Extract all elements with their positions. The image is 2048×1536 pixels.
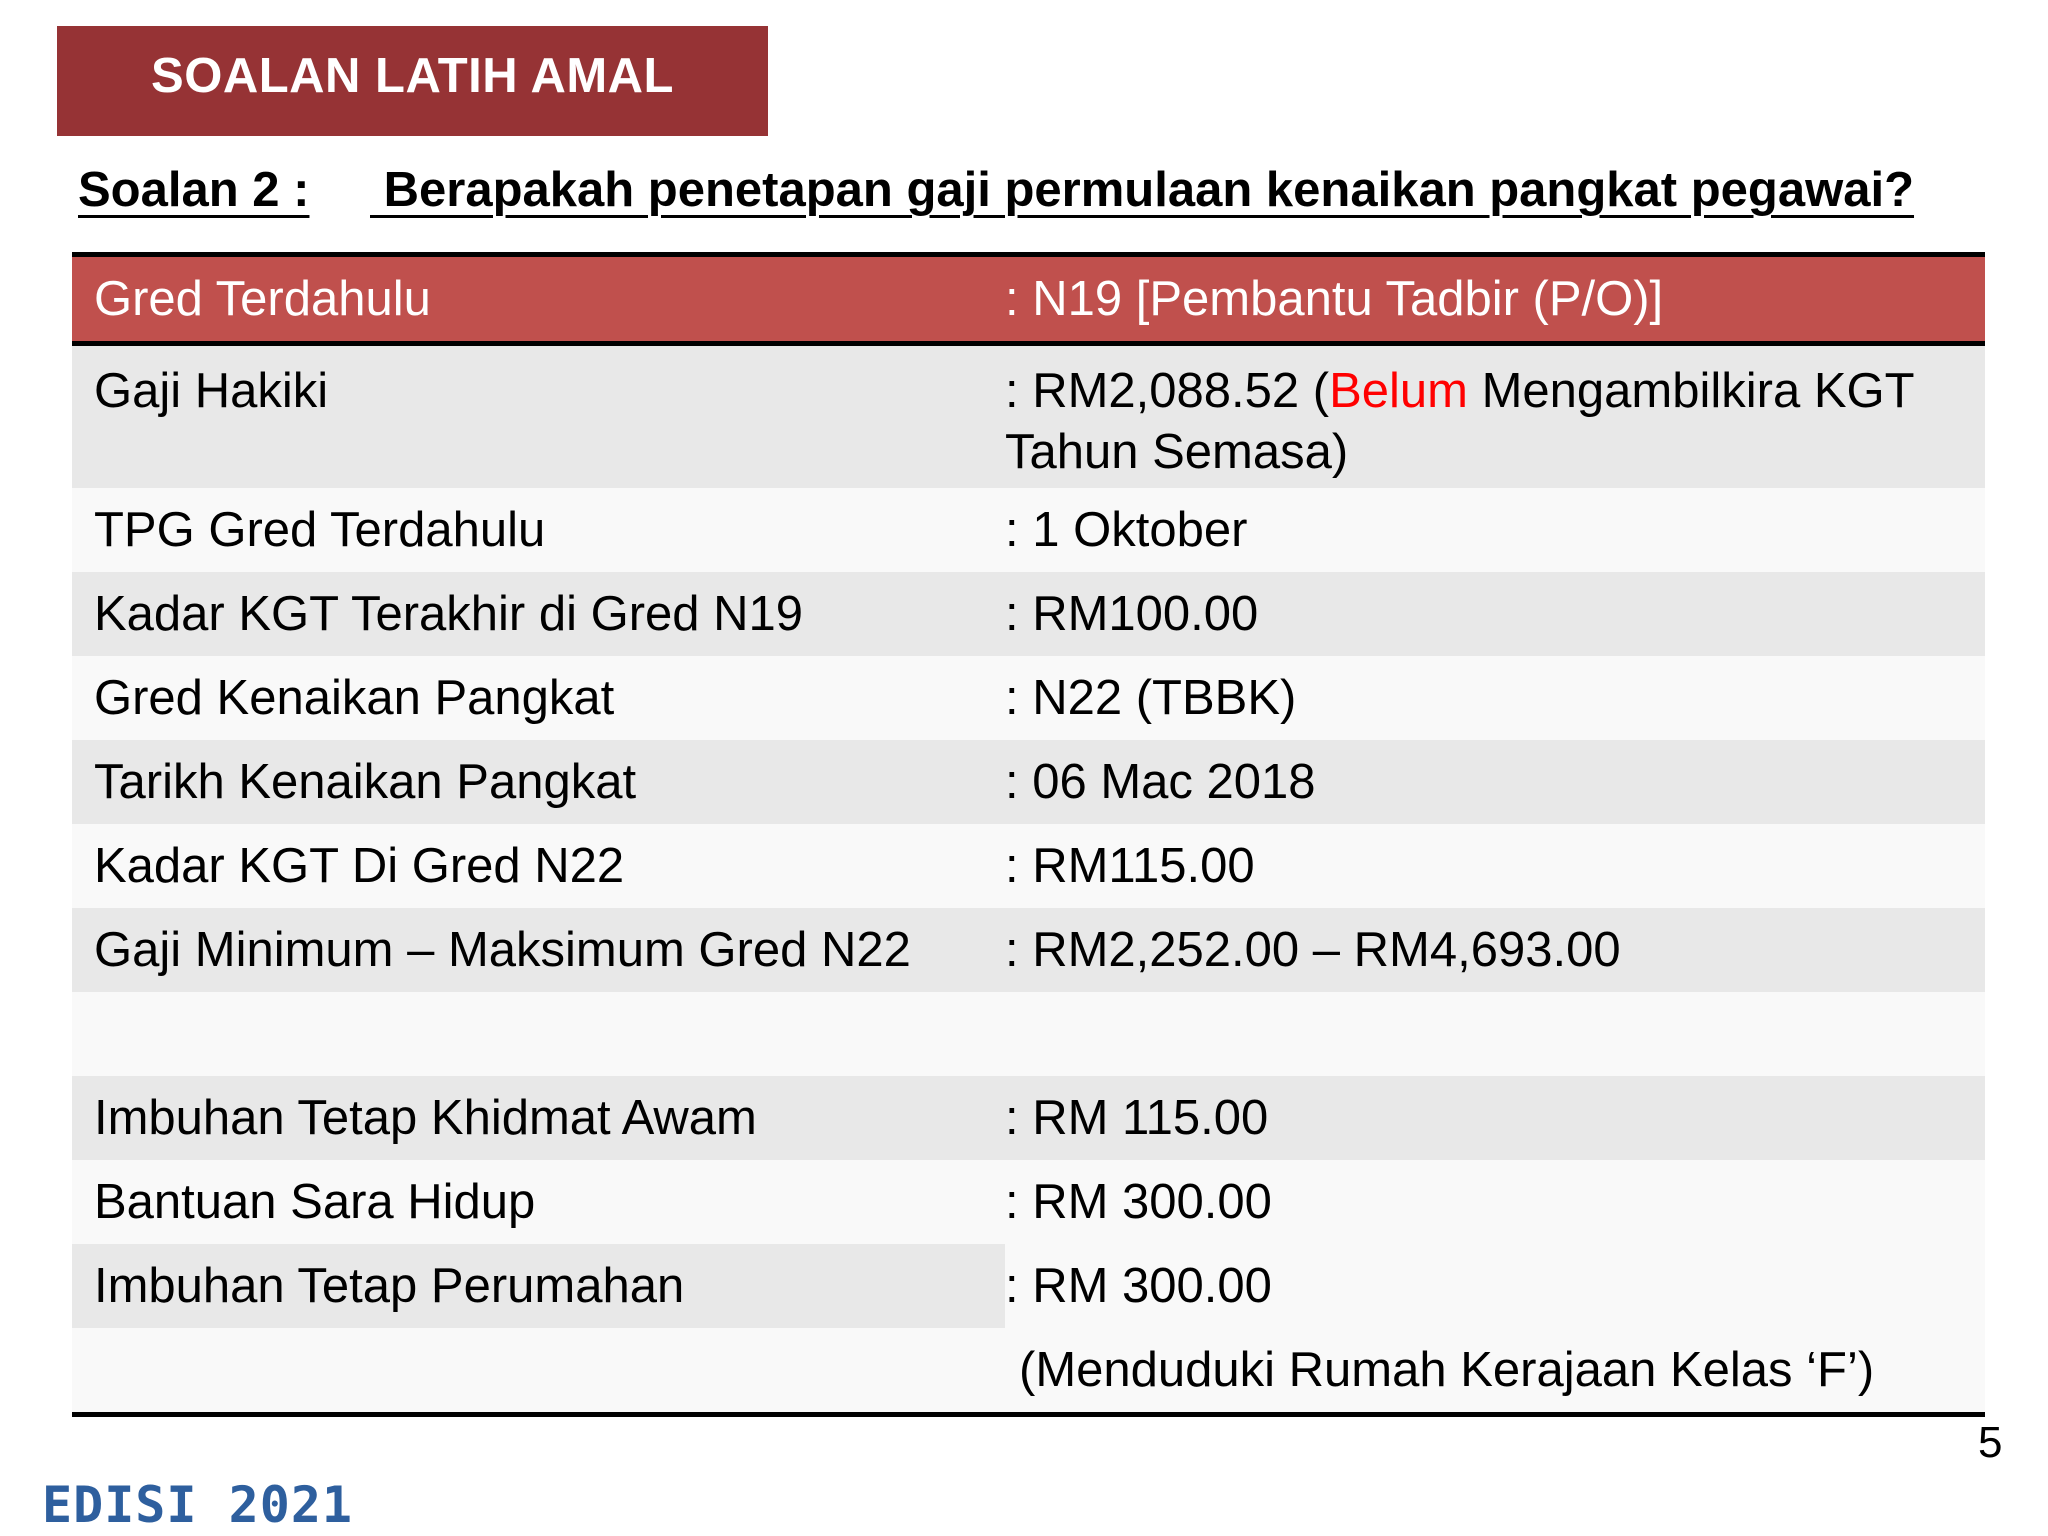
table-row (72, 1076, 1985, 1160)
row-value: : RM100.00 (1005, 586, 1259, 641)
allowance-value: : RM 300.00 (1005, 1174, 1272, 1229)
row-label: Tarikh Kenaikan Pangkat (94, 754, 637, 809)
row-value: : 1 Oktober (1005, 502, 1248, 557)
row-label: Kadar KGT Terakhir di Gred N19 (94, 586, 804, 641)
row-value: : RM2,252.00 – RM4,693.00 (1005, 922, 1621, 977)
allowance-value: : RM 300.00 (1005, 1258, 1272, 1313)
table-row (72, 908, 1985, 992)
basic-salary-label: Gaji Hakiki (94, 364, 329, 418)
row-label: TPG Gred Terdahulu (94, 502, 546, 557)
table-row (72, 1244, 1985, 1328)
previous-grade-value: : N19 [Pembantu Tadbir (P/O)] (1005, 271, 1664, 326)
edition-logo: EDISI 2021 (42, 1476, 354, 1534)
basic-salary-prefix: : RM2,088.52 ( (1005, 364, 1330, 418)
row-value: : N22 (TBBK) (1005, 670, 1297, 725)
table-row (72, 1160, 1985, 1244)
row-label: Gred Kenaikan Pangkat (94, 670, 615, 725)
table-row (72, 488, 1985, 572)
allowance-label: Imbuhan Tetap Perumahan (72, 1244, 1005, 1328)
slide-title-badge: SOALAN LATIH AMAL (57, 26, 768, 136)
row-label: Kadar KGT Di Gred N22 (94, 838, 625, 893)
housing-note: (Menduduki Rumah Kerajaan Kelas ‘F’) (1019, 1342, 1875, 1397)
allowance-label: Bantuan Sara Hidup (94, 1174, 536, 1229)
table-spacer-row (72, 992, 1985, 1076)
salary-details-table (72, 252, 1985, 1417)
table-row (72, 656, 1985, 740)
question-text: Berapakah penetapan gaji permulaan kenaikan pangkat pegawai? (370, 163, 1915, 217)
table-row (72, 572, 1985, 656)
row-label: Gaji Minimum – Maksimum Gred N22 (94, 922, 911, 977)
allowance-value: : RM 115.00 (1005, 1090, 1269, 1145)
basic-salary-suffix: Mengambilkira KGT Tahun Semasa) (1005, 364, 1914, 479)
row-value: : RM115.00 (1005, 838, 1255, 893)
page-number: 5 (1978, 1418, 2003, 1467)
table-note-row (72, 1328, 1985, 1412)
table-row (72, 346, 1985, 488)
table-header-row (72, 257, 1985, 346)
previous-grade-label: Gred Terdahulu (94, 271, 431, 326)
row-value: : 06 Mac 2018 (1005, 754, 1316, 809)
basic-salary-value (1005, 361, 1985, 483)
basic-salary-highlight: Belum (1329, 364, 1468, 418)
question-label: Soalan 2 : (78, 163, 310, 217)
table-row (72, 824, 1985, 908)
allowance-label: Imbuhan Tetap Khidmat Awam (94, 1090, 757, 1145)
table-row (72, 740, 1985, 824)
